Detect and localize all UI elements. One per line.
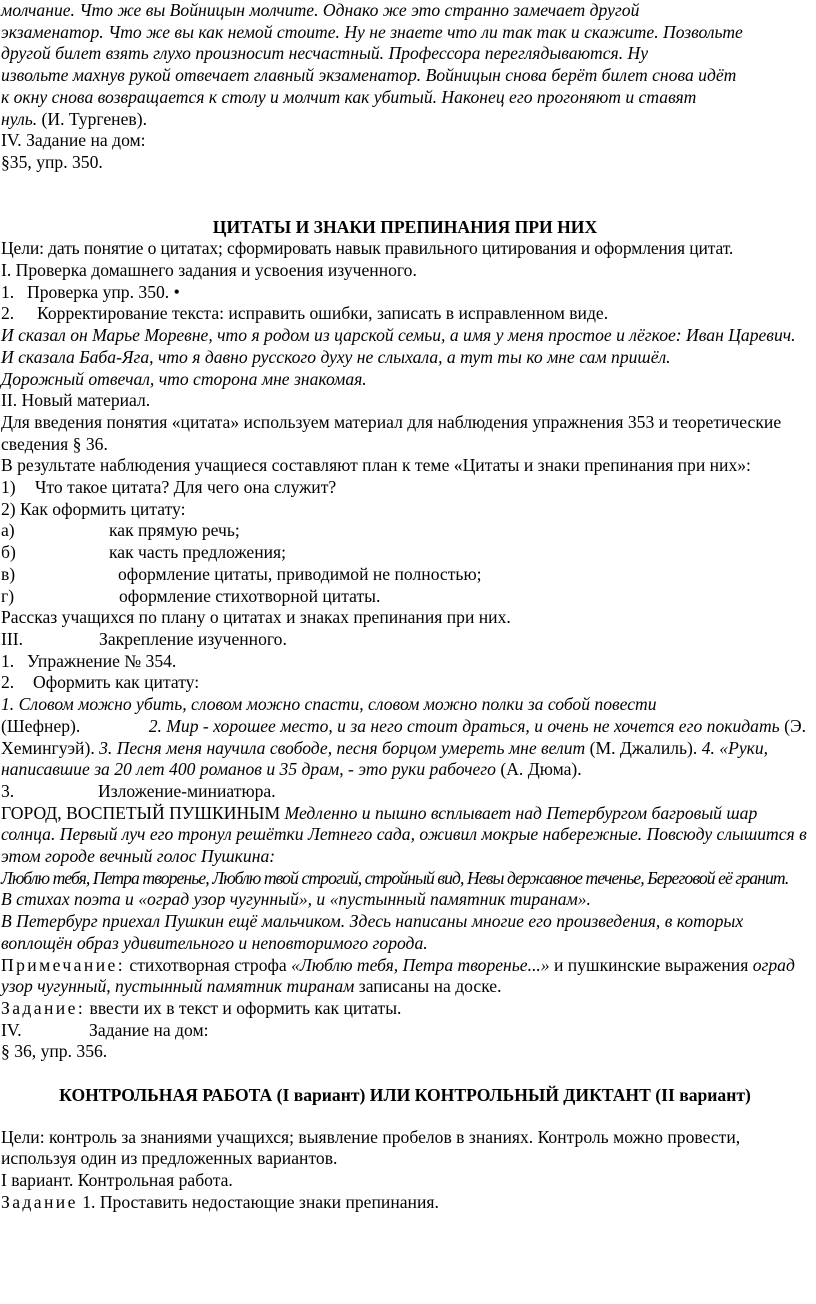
list-text: Упражнение № 354. xyxy=(27,650,177,671)
section-heading xyxy=(1,1020,809,1042)
list-text: как часть предложения; xyxy=(109,542,287,563)
quote-author: (Шефнер). xyxy=(1,715,81,736)
task-paragraph xyxy=(1,1192,809,1214)
list-item xyxy=(1,781,809,803)
list-number: 1. xyxy=(1,281,15,302)
lesson-goals: Цели: контроль за знаниями учащихся; выявление пробелов в знаниях. Контроль можно провести, используя один из предложенных вариантов. xyxy=(1,1126,741,1169)
note-label: Примечание: xyxy=(1,954,126,975)
plan-subitem xyxy=(1,520,809,542)
task-text: ввести их в текст и оформить как цитаты. xyxy=(85,997,402,1018)
list-item xyxy=(1,303,809,325)
list-letter: б) xyxy=(1,542,16,563)
essay-text: В стихах поэта и «оград узор чугунный», и «пустынный памятник тиранам». xyxy=(1,889,591,910)
lesson-title: ЦИТАТЫ И ЗНАКИ ПРЕПИНАНИЯ ПРИ НИХ xyxy=(212,216,598,237)
variant-heading: I вариант. Контрольная работа. xyxy=(1,1170,233,1191)
text-line: другой билет взять глухо произносит несчастный. Профессора переглядываются. Ну xyxy=(1,43,649,64)
quote-text: 2. Мир - хорошее место, и за него стоит драться, и очень не хочется его покидать xyxy=(148,715,780,736)
essay-text: Медленно и пышно всплывает над Петербургом багровый шар солнца. Первый луч его тронул решётки Летнего сада, оживил мокрые набережные. Повсюду слышится в этом городе вечный голос Пушкина: xyxy=(1,802,807,867)
list-text: оформление цитаты, приводимой не полностью; xyxy=(118,563,482,584)
note-paragraph xyxy=(1,955,809,998)
section-text: Закрепление изученного. xyxy=(99,628,287,649)
list-number: 1. xyxy=(1,650,15,671)
section-heading: II. Новый материал. xyxy=(1,390,151,411)
note-quote: «Люблю тебя, Петра творенье...» xyxy=(291,954,550,975)
author-credit: (И. Тургенев). xyxy=(37,108,147,129)
quote-text: 3. Песня меня научила свободе, песня борцом умереть мне велит xyxy=(99,737,586,758)
plan-subitem xyxy=(1,564,809,586)
list-text: Изложение-миниатюра. xyxy=(98,780,276,801)
tale-excerpt xyxy=(1,0,809,174)
list-letter: в) xyxy=(1,563,16,584)
quote-author: (А. Дюма). xyxy=(495,759,582,780)
text-line: молчание. Что же вы Войницын молчите. Однако же это странно замечает другой xyxy=(1,0,640,20)
list-item xyxy=(1,672,809,694)
essay-paragraph xyxy=(1,803,809,868)
section-number: III. xyxy=(1,628,23,649)
note-text: и пушкинские выражения xyxy=(549,954,753,975)
task-label: Задание: xyxy=(1,997,86,1018)
note-quote: оград узор чугунный, пустынный памятник тиранам xyxy=(1,954,795,997)
poem-lines: Люблю тебя, Петра творенье, Люблю твой строгий, стройный вид, Невы державное теченье, Береговой её гранит. xyxy=(1,867,789,888)
section-number: IV. xyxy=(1,1019,22,1040)
essay-text: В Петербург приехал Пушкин ещё мальчиком. Здесь написаны многие его произведения, в которых воплощён образ удивительного и неповторимого города. xyxy=(1,911,744,953)
list-item xyxy=(1,651,809,673)
text-line: извольте махнув рукой отвечает главный экзаменатор. Войницын снова берёт билет снова идёт xyxy=(1,65,737,86)
example-sentence: И сказал он Марье Моревне, что я родом из царской семьи, а имя у меня простое и лёгкое: Иван Царевич. xyxy=(1,325,796,346)
homework-heading: IV. Задание на дом: xyxy=(1,130,146,151)
paragraph: В результате наблюдения учащиеся составляют план к теме «Цитаты и знаки препинания при них»: xyxy=(1,455,751,476)
list-number: 1) xyxy=(1,477,16,498)
list-text: как прямую речь; xyxy=(109,520,240,541)
list-item xyxy=(1,282,809,304)
list-number: 2. xyxy=(1,303,15,324)
quote-text: 4. «Руки, написавшие за 20 лет 400 романов и 35 драм, - это руки рабочего xyxy=(1,737,769,780)
section-heading xyxy=(1,629,809,651)
example-sentence: Дорожный отвечал, что сторона мне знакомая. xyxy=(1,368,367,389)
paragraph: Рассказ учащихся по плану о цитатах и знаках препинания при них. xyxy=(1,607,511,628)
quote-author: (М. Джалиль). xyxy=(585,737,702,758)
plan-item xyxy=(1,477,809,499)
text-fragment: нуль. xyxy=(1,108,38,129)
section-heading: I. Проверка домашнего задания и усвоения изученного. xyxy=(1,260,417,281)
text-line: экзаменатор. Что же вы как немой стоите. Ну не знаете что ли так так и скажите. Позвольте xyxy=(1,21,743,42)
paragraph: Для введения понятия «цитата» используем материал для наблюдения упражнения 353 и теоретические сведения § 36. xyxy=(1,411,782,454)
note-text: записаны на доске. xyxy=(354,976,502,997)
note-text: стихотворная строфа xyxy=(125,954,292,975)
quotes-paragraph xyxy=(1,716,809,781)
list-text: Что такое цитата? Для чего она служит? xyxy=(35,477,337,498)
quote-author: (Э. Хемингуэй). xyxy=(1,715,806,758)
plan-subitem xyxy=(1,542,809,564)
text-line: к окну снова возвращается к столу и молчит как убитый. Наконец его прогоняют и ставят xyxy=(1,86,697,107)
essay-title: ГОРОД, ВОСПЕТЫЙ ПУШКИНЫМ xyxy=(1,802,285,823)
quote-text: 1. Словом можно убить, словом можно спасти, словом можно полки за собой повести xyxy=(1,694,657,715)
list-text: Проверка упр. 350. • xyxy=(27,281,180,302)
list-text: оформление стихотворной цитаты. xyxy=(119,585,381,606)
example-sentence: И сказала Баба-Яга, что я давно русского духу не слыхала, а тут ты ко мне сам пришёл. xyxy=(1,346,671,367)
plan-item: 2) Как оформить цитату: xyxy=(1,498,186,519)
task-paragraph xyxy=(1,998,809,1020)
list-text: Корректирование текста: исправить ошибки, записать в исправленном виде. xyxy=(37,303,609,324)
lesson-goals: Цели: дать понятие о цитатах; сформировать навык правильного цитирования и оформления цитат. xyxy=(1,238,734,259)
section-text: Задание на дом: xyxy=(89,1019,209,1040)
homework-text: § 36, упр. 356. xyxy=(1,1041,108,1062)
list-letter: а) xyxy=(1,520,15,541)
task-label: Задание xyxy=(1,1191,78,1212)
task-text: 1. Проставить недостающие знаки препинания. xyxy=(77,1191,439,1212)
lesson-title: КОНТРОЛЬНАЯ РАБОТА (I вариант) ИЛИ КОНТРОЛЬНЫЙ ДИКТАНТ (II вариант) xyxy=(59,1085,751,1106)
homework-text: §35, упр. 350. xyxy=(1,151,103,172)
text-line xyxy=(1,109,809,131)
list-number: 3. xyxy=(1,780,15,801)
list-number: 2. xyxy=(1,672,15,693)
plan-subitem xyxy=(1,586,809,608)
list-text: Оформить как цитату: xyxy=(33,672,200,693)
list-letter: г) xyxy=(1,585,15,606)
